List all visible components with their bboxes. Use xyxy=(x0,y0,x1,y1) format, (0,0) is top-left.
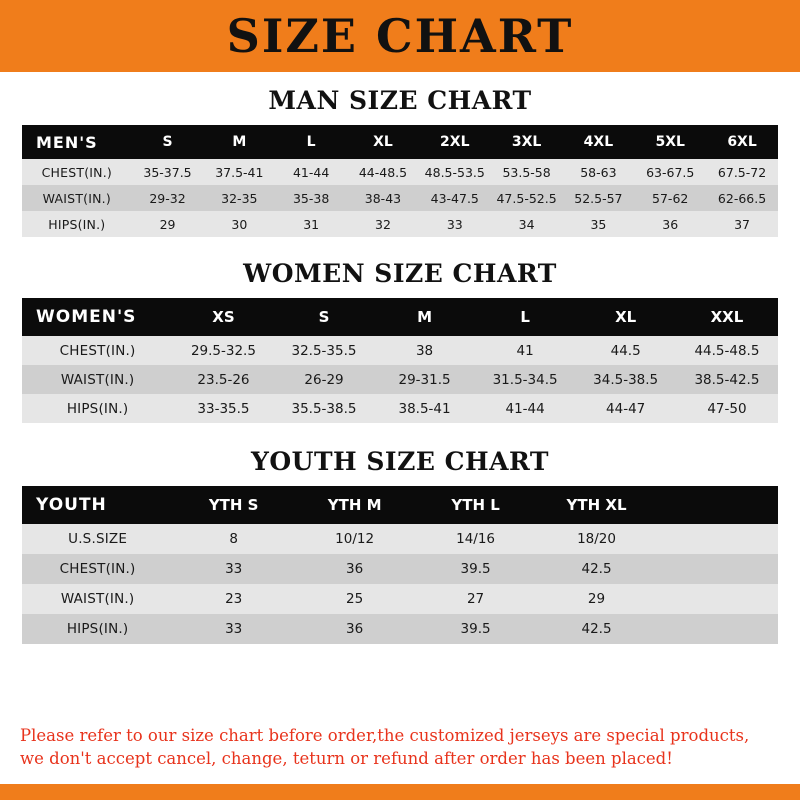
col-header-s: S xyxy=(274,298,375,336)
table-row xyxy=(22,554,778,584)
col-header-s: S xyxy=(132,125,204,159)
cell xyxy=(657,584,778,614)
col-header-yth-m: YTH M xyxy=(294,486,415,524)
table-header-row xyxy=(22,486,778,524)
cell: 38.5-42.5 xyxy=(676,365,778,394)
cell: 57-62 xyxy=(634,185,706,211)
footer-note-line-2: we don't accept cancel, change, teturn or refund after order has been placed! xyxy=(20,748,673,768)
table-row xyxy=(22,614,778,644)
col-header-yth-s: YTH S xyxy=(173,486,294,524)
cell: 53.5-58 xyxy=(491,159,563,185)
cell: 18/20 xyxy=(536,524,657,554)
cell: 38 xyxy=(374,336,475,365)
row-label: CHEST(IN.) xyxy=(22,159,132,185)
col-header-xs: XS xyxy=(173,298,274,336)
col-header-label: WOMEN'S xyxy=(22,298,173,336)
man-size-table xyxy=(22,125,778,237)
cell: 32.5-35.5 xyxy=(274,336,375,365)
cell: 30 xyxy=(203,211,275,237)
col-header-yth-xl: YTH XL xyxy=(536,486,657,524)
cell: 44-48.5 xyxy=(347,159,419,185)
cell: 44.5-48.5 xyxy=(676,336,778,365)
cell: 33 xyxy=(173,614,294,644)
cell: 44-47 xyxy=(575,394,676,423)
cell: 29-31.5 xyxy=(374,365,475,394)
cell: 10/12 xyxy=(294,524,415,554)
page-title: SIZE CHART xyxy=(226,9,574,63)
cell: 14/16 xyxy=(415,524,536,554)
cell: 36 xyxy=(294,554,415,584)
table-row xyxy=(22,365,778,394)
cell: 43-47.5 xyxy=(419,185,491,211)
col-header-yth-l: YTH L xyxy=(415,486,536,524)
col-header-3xl: 3XL xyxy=(491,125,563,159)
row-label: HIPS(IN.) xyxy=(22,614,173,644)
table-row xyxy=(22,185,778,211)
cell: 37 xyxy=(706,211,778,237)
cell: 47.5-52.5 xyxy=(491,185,563,211)
cell: 29-32 xyxy=(132,185,204,211)
cell: 41 xyxy=(475,336,576,365)
col-header-4xl: 4XL xyxy=(562,125,634,159)
women-size-table xyxy=(22,298,778,423)
table-row xyxy=(22,394,778,423)
col-header-l: L xyxy=(275,125,347,159)
row-label: WAIST(IN.) xyxy=(22,365,173,394)
cell: 63-67.5 xyxy=(634,159,706,185)
cell: 42.5 xyxy=(536,614,657,644)
table-row xyxy=(22,524,778,554)
cell: 29 xyxy=(536,584,657,614)
cell xyxy=(657,554,778,584)
cell: 58-63 xyxy=(562,159,634,185)
cell: 29 xyxy=(132,211,204,237)
cell: 29.5-32.5 xyxy=(173,336,274,365)
col-header-label: MEN'S xyxy=(22,125,132,159)
col-header-2xl: 2XL xyxy=(419,125,491,159)
cell: 47-50 xyxy=(676,394,778,423)
cell: 62-66.5 xyxy=(706,185,778,211)
row-label: WAIST(IN.) xyxy=(22,584,173,614)
row-label: WAIST(IN.) xyxy=(22,185,132,211)
cell: 67.5-72 xyxy=(706,159,778,185)
cell: 23 xyxy=(173,584,294,614)
cell: 41-44 xyxy=(275,159,347,185)
cell: 33 xyxy=(173,554,294,584)
cell xyxy=(657,614,778,644)
cell: 32-35 xyxy=(203,185,275,211)
table-row xyxy=(22,211,778,237)
row-label: CHEST(IN.) xyxy=(22,336,173,365)
cell: 26-29 xyxy=(274,365,375,394)
table-row xyxy=(22,584,778,614)
table-header-row xyxy=(22,125,778,159)
col-header-xxl: XXL xyxy=(676,298,778,336)
cell: 41-44 xyxy=(475,394,576,423)
cell: 35-37.5 xyxy=(132,159,204,185)
cell: 23.5-26 xyxy=(173,365,274,394)
cell: 25 xyxy=(294,584,415,614)
cell: 34 xyxy=(491,211,563,237)
cell: 36 xyxy=(634,211,706,237)
col-header-m: M xyxy=(374,298,475,336)
cell: 27 xyxy=(415,584,536,614)
footer-note xyxy=(0,713,800,784)
col-header-l: L xyxy=(475,298,576,336)
row-label: U.S.SIZE xyxy=(22,524,173,554)
cell: 38-43 xyxy=(347,185,419,211)
row-label: HIPS(IN.) xyxy=(22,394,173,423)
cell: 8 xyxy=(173,524,294,554)
cell: 35 xyxy=(562,211,634,237)
women-section-title: WOMEN SIZE CHART xyxy=(243,259,557,288)
cell: 31 xyxy=(275,211,347,237)
cell: 34.5-38.5 xyxy=(575,365,676,394)
cell: 52.5-57 xyxy=(562,185,634,211)
table-row xyxy=(22,336,778,365)
cell: 33 xyxy=(419,211,491,237)
col-header-xl: XL xyxy=(575,298,676,336)
cell: 35-38 xyxy=(275,185,347,211)
col-header-label: YOUTH xyxy=(22,486,173,524)
cell: 39.5 xyxy=(415,554,536,584)
row-label: CHEST(IN.) xyxy=(22,554,173,584)
col-header-5xl: 5XL xyxy=(634,125,706,159)
bottom-accent-bar xyxy=(0,784,800,800)
man-section-title: MAN SIZE CHART xyxy=(268,86,532,115)
col-header-xl: XL xyxy=(347,125,419,159)
header-banner xyxy=(0,0,800,72)
col-header-m: M xyxy=(203,125,275,159)
cell: 31.5-34.5 xyxy=(475,365,576,394)
cell: 35.5-38.5 xyxy=(274,394,375,423)
cell: 36 xyxy=(294,614,415,644)
footer-note-line-1: Please refer to our size chart before order,the customized jerseys are special products, xyxy=(20,726,750,746)
cell: 44.5 xyxy=(575,336,676,365)
cell: 38.5-41 xyxy=(374,394,475,423)
col-header-6xl: 6XL xyxy=(706,125,778,159)
row-label: HIPS(IN.) xyxy=(22,211,132,237)
youth-section-title: YOUTH SIZE CHART xyxy=(251,447,549,476)
cell: 42.5 xyxy=(536,554,657,584)
cell: 39.5 xyxy=(415,614,536,644)
cell: 32 xyxy=(347,211,419,237)
table-row xyxy=(22,159,778,185)
table-header-row xyxy=(22,298,778,336)
col-header-empty xyxy=(657,486,778,524)
cell: 37.5-41 xyxy=(203,159,275,185)
youth-size-table xyxy=(22,486,778,644)
cell: 48.5-53.5 xyxy=(419,159,491,185)
chart-content xyxy=(0,72,800,713)
cell xyxy=(657,524,778,554)
cell: 33-35.5 xyxy=(173,394,274,423)
